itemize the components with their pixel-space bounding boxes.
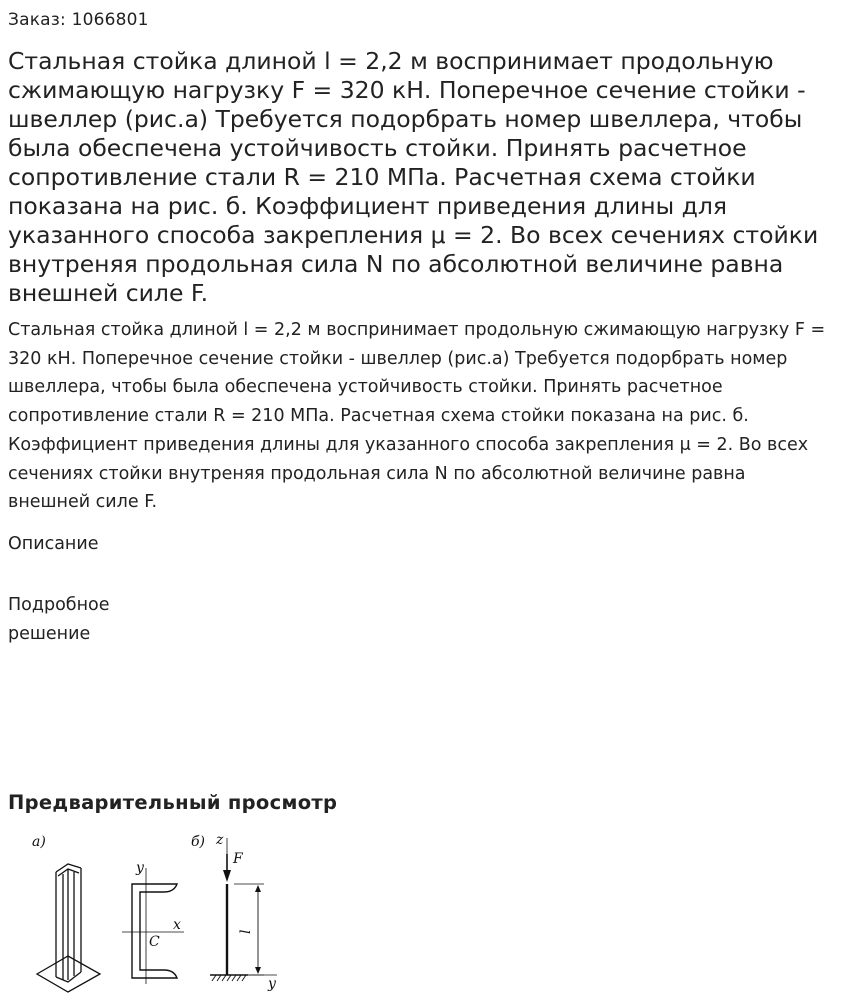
preview-heading: Предварительный просмотр (8, 791, 338, 814)
problem-text: Стальная стойка длиной l = 2,2 м воспринимает продольную сжимающую нагрузку F = 320 кН. Поперечное сечение стойки - швеллер (рис.а) Требуется подорбрать номер швеллера, чтобы была обеспечена устойчивость стойки. Принять расчетное сопротивление стали R = 210 МПа. Расчетная схема стойки показана на рис. б. Коэффициент приведения длины для указанного способа закрепления μ = 2. Во всех сечениях стойки внутреняя продольная сила N по абсолютной величине равна внешней силе F. (8, 320, 826, 513)
scheme-length-label: l (238, 929, 254, 934)
preview-figure-svg (22, 826, 292, 1001)
scheme-base-axis: y (268, 976, 276, 992)
order-number: Заказ: 1066801 (8, 10, 149, 30)
scheme-axis-z: z (216, 832, 224, 848)
preview-figure (22, 826, 292, 1005)
solution-label-line1: Подробное (8, 595, 110, 615)
problem-title: Стальная стойка длиной l = 2,2 м воспринимает продольную сжимающую нагрузку F = 320 кН. Поперечное сечение стойки - швеллер (рис.а) Требуется подорбрать номер швеллера, чтобы была обеспечена устойчивость стойки. Принять расчетное сопротивление стали R = 210 МПа. Расчетная схема стойки показана на рис. б. Коэффициент приведения длины для указанного способа закрепления μ = 2. Во всех сечениях стойки внутреняя продольная сила N по абсолютной величине равна внешней силе F. (8, 47, 819, 307)
scheme-force-label: F (233, 851, 243, 867)
solution-label-line2: решение (8, 624, 91, 644)
figure-label-b: б) (191, 834, 206, 850)
description-label: Описание (8, 534, 99, 554)
design-scheme (210, 838, 277, 981)
section-axis-y: y (136, 860, 144, 876)
figure-label-a: а) (32, 834, 46, 850)
channel-column-3d (37, 864, 100, 992)
section-centroid: C (149, 934, 160, 950)
section-axis-x: x (173, 917, 181, 933)
